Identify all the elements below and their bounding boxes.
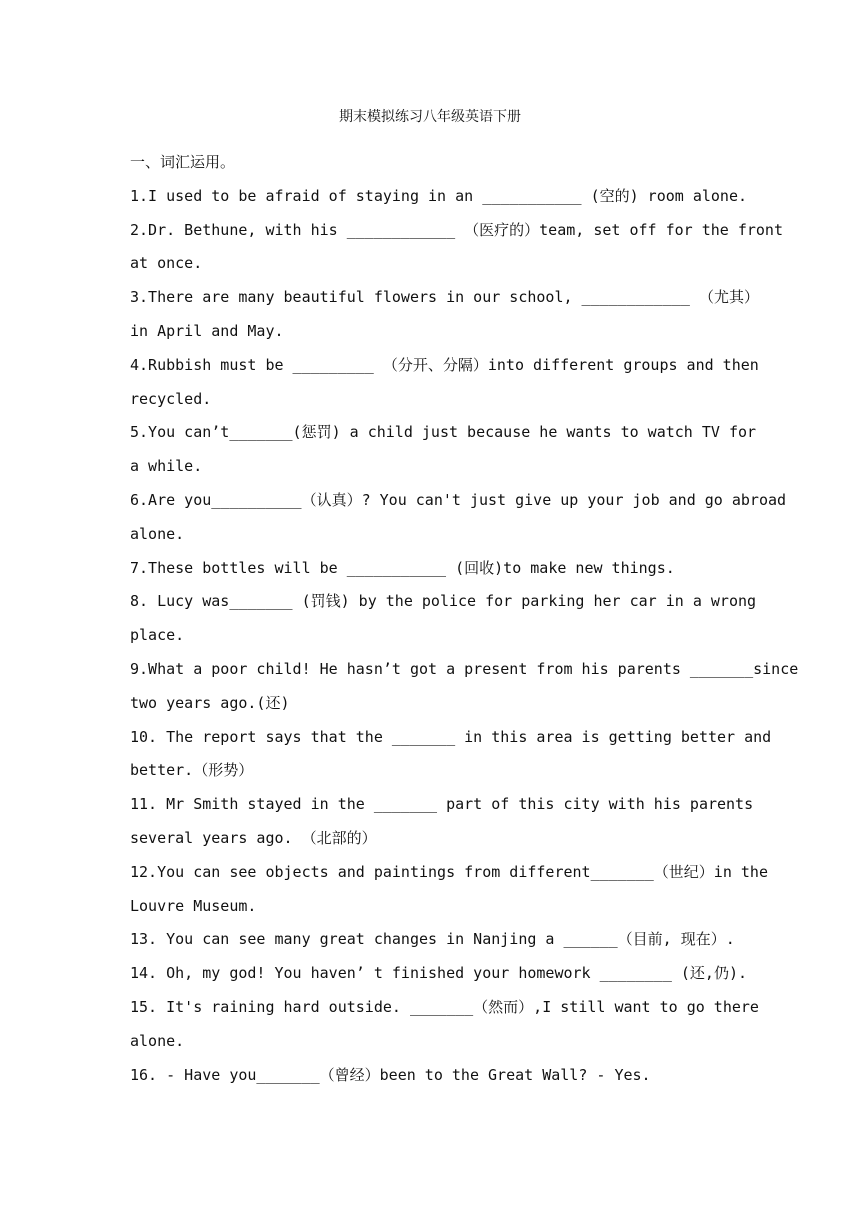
exercise-line: recycled.: [130, 389, 212, 408]
exercise-line: a while.: [130, 457, 203, 476]
exercise-body: [130, 146, 799, 1092]
exercise-line: 9.What a poor child! He hasn’t got a present from his parents _______since: [130, 659, 799, 678]
exercise-line: in April and May.: [130, 321, 284, 340]
exercise-line: two years ago.(还): [130, 693, 290, 712]
exercise-line: several years ago. （北部的）: [130, 828, 377, 847]
exercise-lines: [130, 180, 799, 1093]
exercise-line: at once.: [130, 254, 203, 273]
exercise-line: 7.These bottles will be ___________ (回收)to make new things.: [130, 558, 675, 577]
exercise-line: 16. - Have you_______（曾经）been to the Great Wall? - Yes.: [130, 1065, 651, 1084]
exercise-line: alone.: [130, 1031, 185, 1050]
exercise-line: 14. Oh, my god! You haven’ t finished your homework ________ (还,仍).: [130, 964, 747, 983]
exercise-line: 13. You can see many great changes in Nanjing a ______（目前, 现在）.: [130, 930, 735, 949]
exercise-line: better.（形势）: [130, 761, 254, 780]
exercise-line: 10. The report says that the _______ in this area is getting better and: [130, 727, 772, 746]
exercise-line: 15. It's raining hard outside. _______（然而）,I still want to go there: [130, 997, 759, 1016]
exercise-line: alone.: [130, 524, 185, 543]
exercise-line: 1.I used to be afraid of staying in an ___________ (空的) room alone.: [130, 186, 747, 205]
exercise-line: 8. Lucy was_______ (罚钱) by the police for parking her car in a wrong: [130, 592, 757, 611]
exercise-line: 3.There are many beautiful flowers in our school, ____________ （尤其）: [130, 288, 759, 307]
exercise-line: 6.Are you__________（认真）? You can't just give up your job and go abroad: [130, 490, 787, 509]
exercise-line: 5.You can’t_______(惩罚) a child just because he wants to watch TV for: [130, 423, 757, 442]
page-title: 期末模拟练习八年级英语下册: [339, 109, 521, 125]
exercise-line: 2.Dr. Bethune, with his ____________ （医疗的）team, set off for the front: [130, 220, 783, 239]
exercise-line: 4.Rubbish must be _________ （分开、分隔）into different groups and then: [130, 355, 759, 374]
exercise-line: 11. Mr Smith stayed in the _______ part of this city with his parents: [130, 795, 754, 814]
exercise-line: 12.You can see objects and paintings from different_______（世纪）in the: [130, 862, 768, 881]
exercise-line: Louvre Museum.: [130, 896, 257, 915]
section-heading: 一、词汇运用。: [130, 153, 236, 171]
exercise-line: place.: [130, 626, 185, 645]
